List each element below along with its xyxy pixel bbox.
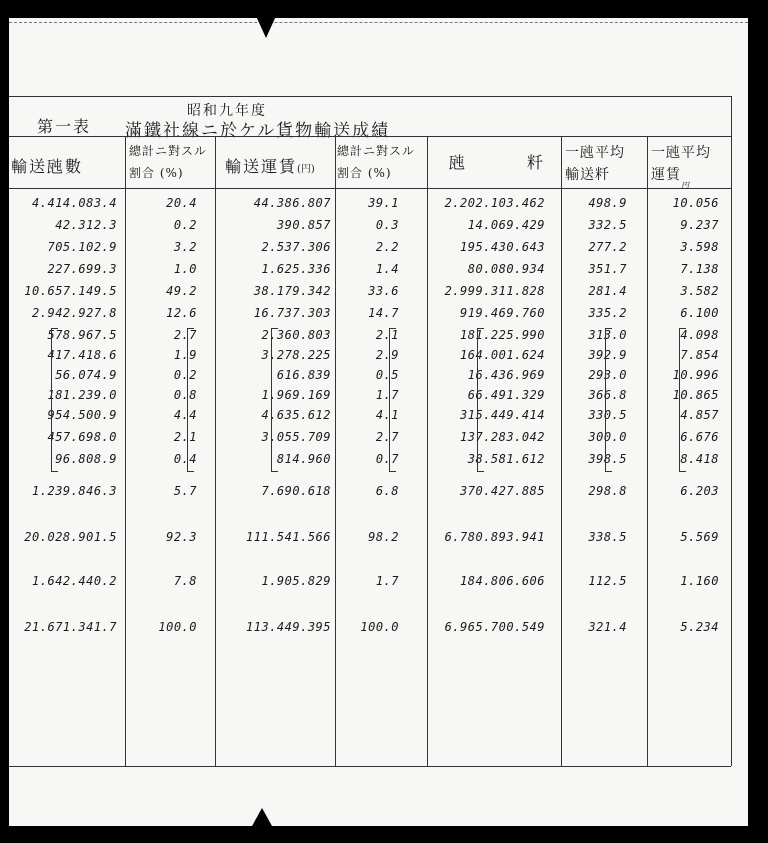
- bracket-tonnage-pct: [187, 328, 194, 472]
- fare-pct-cell: 1.4: [375, 262, 399, 276]
- fare-cell: 7.690.618: [261, 484, 331, 498]
- avg-fare-cell: 3.582: [680, 284, 719, 298]
- fare-cell: 1.905.829: [261, 574, 331, 588]
- tonkm-cell: 184.806.606: [460, 574, 545, 588]
- avg-dist-cell: 313.0: [588, 328, 627, 342]
- tonnage-cell: 56.074.9: [55, 368, 117, 382]
- header-tonnage-pct-line1: 總計ニ對スル: [129, 144, 208, 158]
- avg-dist-cell: 281.4: [588, 284, 627, 298]
- fare-cell: 2.360.803: [261, 328, 331, 342]
- header-tonkm-left: 瓲: [449, 153, 468, 172]
- fare-pct-cell: 2.9: [375, 348, 399, 362]
- tonnage-pct-cell: 0.8: [173, 388, 197, 402]
- tonkm-cell: 6.965.700.549: [444, 620, 545, 634]
- tonkm-cell: 80.080.934: [467, 262, 545, 276]
- tonnage-cell: 181.239.0: [47, 388, 117, 402]
- col-divider-4: [427, 136, 428, 766]
- tonkm-cell: 16.436.969: [467, 368, 545, 382]
- col-divider-6: [647, 136, 648, 766]
- col-divider-5: [561, 136, 562, 766]
- binding-notch-bottom: [252, 808, 272, 826]
- yen-mark: 円: [681, 181, 690, 190]
- avg-fare-cell: 10.865: [672, 388, 719, 402]
- avg-dist-cell: 300.0: [588, 430, 627, 444]
- tonnage-cell: 954.500.9: [47, 408, 117, 422]
- tonnage-cell: 10.657.149.5: [24, 284, 117, 298]
- fare-cell: 111.541.566: [246, 530, 331, 544]
- tonnage-pct-cell: 100.0: [158, 620, 197, 634]
- avg-dist-cell: 332.5: [588, 218, 627, 232]
- avg-fare-cell: 8.418: [680, 452, 719, 466]
- avg-fare-cell: 6.676: [680, 430, 719, 444]
- avg-dist-cell: 293.0: [588, 368, 627, 382]
- table-right-rule: [731, 96, 732, 766]
- avg-fare-cell: 10.056: [672, 196, 719, 210]
- table-top-rule: [9, 96, 731, 97]
- tonkm-cell: 919.469.760: [460, 306, 545, 320]
- tonkm-cell: 195.430.643: [460, 240, 545, 254]
- header-avg-dist-line1: 一瓲平均: [565, 145, 625, 161]
- header-avg-fare-line1: 一瓲平均: [651, 145, 711, 161]
- avg-dist-cell: 298.8: [588, 484, 627, 498]
- tonnage-pct-cell: 0.4: [173, 452, 197, 466]
- tonkm-cell: 137.283.042: [460, 430, 545, 444]
- tonnage-pct-cell: 1.9: [173, 348, 197, 362]
- header-fare-pct-line1: 總計ニ對スル: [337, 144, 416, 158]
- tonkm-cell: 14.069.429: [467, 218, 545, 232]
- top-edge-line: [9, 22, 748, 23]
- tonnage-pct-cell: 0.2: [173, 218, 197, 232]
- tonnage-pct-cell: 49.2: [166, 284, 197, 298]
- tonnage-pct-cell: 3.2: [173, 240, 197, 254]
- fare-cell: 113.449.395: [246, 620, 331, 634]
- binding-notch-top: [256, 16, 276, 38]
- header-bottom-rule: [9, 188, 731, 189]
- main-title: 滿鐵社線ニ於ケル貨物輸送成績: [125, 121, 391, 141]
- avg-fare-cell: 3.598: [680, 240, 719, 254]
- tonnage-pct-cell: 2.1: [173, 430, 197, 444]
- tonnage-cell: 20.028.901.5: [24, 530, 117, 544]
- tonnage-cell: 417.418.6: [47, 348, 117, 362]
- avg-dist-cell: 335.2: [588, 306, 627, 320]
- avg-dist-cell: 277.2: [588, 240, 627, 254]
- bracket-tonkm: [477, 328, 484, 472]
- tonnage-pct-cell: 12.6: [166, 306, 197, 320]
- bracket-fare-pct: [389, 328, 396, 472]
- header-avg-dist-line2: 輸送粁: [565, 167, 610, 183]
- tonnage-cell: 4.414.083.4: [32, 196, 117, 210]
- bracket-avg-dist: [605, 328, 612, 472]
- tonnage-cell: 42.312.3: [55, 218, 117, 232]
- fare-cell: 38.179.342: [253, 284, 331, 298]
- header-fare-pct-line2: 割合 (%): [337, 166, 392, 180]
- fare-cell: 1.625.336: [261, 262, 331, 276]
- tonkm-cell: 2.202.103.462: [444, 196, 545, 210]
- fare-pct-cell: 1.7: [375, 388, 399, 402]
- fare-pct-cell: 98.2: [368, 530, 399, 544]
- avg-dist-cell: 498.9: [588, 196, 627, 210]
- tonnage-cell: 96.808.9: [55, 452, 117, 466]
- fare-cell: 1.969.169: [261, 388, 331, 402]
- fare-pct-cell: 2.1: [375, 328, 399, 342]
- tonkm-cell: 370.427.885: [460, 484, 545, 498]
- fare-cell: 3.278.225: [261, 348, 331, 362]
- tonnage-cell: 21.671.341.7: [24, 620, 117, 634]
- fare-pct-cell: 4.1: [375, 408, 399, 422]
- tonnage-pct-cell: 5.7: [173, 484, 197, 498]
- fare-cell: 2.537.306: [261, 240, 331, 254]
- avg-fare-cell: 5.234: [680, 620, 719, 634]
- fare-pct-cell: 0.3: [375, 218, 399, 232]
- tonnage-pct-cell: 92.3: [166, 530, 197, 544]
- header-top-rule: [9, 136, 731, 137]
- avg-fare-cell: 1.160: [680, 574, 719, 588]
- fare-pct-cell: 33.6: [368, 284, 399, 298]
- table-label: 第一表: [37, 117, 92, 136]
- fare-pct-cell: 6.8: [375, 484, 399, 498]
- tonkm-cell: 181.225.990: [460, 328, 545, 342]
- avg-dist-cell: 392.9: [588, 348, 627, 362]
- avg-dist-cell: 330.5: [588, 408, 627, 422]
- table-bottom-rule: [9, 766, 731, 767]
- tonkm-cell: 6.780.893.941: [444, 530, 545, 544]
- avg-dist-cell: 366.8: [588, 388, 627, 402]
- fare-cell: 616.839: [276, 368, 331, 382]
- avg-fare-cell: 6.100: [680, 306, 719, 320]
- avg-fare-cell: 7.854: [680, 348, 719, 362]
- avg-fare-cell: 10.996: [672, 368, 719, 382]
- col-divider-2: [215, 136, 216, 766]
- fare-pct-cell: 100.0: [360, 620, 399, 634]
- period-title: 昭和九年度: [187, 103, 267, 119]
- fare-cell: 4.635.612: [261, 408, 331, 422]
- tonnage-cell: 578.967.5: [47, 328, 117, 342]
- avg-dist-cell: 398.5: [588, 452, 627, 466]
- avg-fare-cell: 4.098: [680, 328, 719, 342]
- avg-dist-cell: 112.5: [588, 574, 627, 588]
- tonnage-cell: 457.698.0: [47, 430, 117, 444]
- col-divider-3: [335, 136, 336, 766]
- tonkm-cell: 38.581.612: [467, 452, 545, 466]
- avg-fare-cell: 6.203: [680, 484, 719, 498]
- tonkm-cell: 315.449.414: [460, 408, 545, 422]
- fare-pct-cell: 2.7: [375, 430, 399, 444]
- header-tonnage-pct-line2: 割合 (%): [129, 166, 184, 180]
- tonnage-pct-cell: 2.7: [173, 328, 197, 342]
- tonnage-pct-cell: 7.8: [173, 574, 197, 588]
- bracket-avg-fare: [679, 328, 686, 472]
- avg-dist-cell: 351.7: [588, 262, 627, 276]
- avg-fare-cell: 9.237: [680, 218, 719, 232]
- fare-pct-cell: 0.7: [375, 452, 399, 466]
- tonkm-cell: 2.999.311.828: [444, 284, 545, 298]
- fare-pct-cell: 0.5: [375, 368, 399, 382]
- header-avg-fare-line2: 運賃: [651, 167, 681, 183]
- avg-fare-cell: 7.138: [680, 262, 719, 276]
- avg-dist-cell: 321.4: [588, 620, 627, 634]
- tonnage-cell: 2.942.927.8: [32, 306, 117, 320]
- avg-fare-cell: 4.857: [680, 408, 719, 422]
- fare-pct-cell: 39.1: [368, 196, 399, 210]
- fare-cell: 814.960: [276, 452, 331, 466]
- tonnage-cell: 227.699.3: [47, 262, 117, 276]
- fare-cell: 16.737.303: [253, 306, 331, 320]
- fare-pct-cell: 2.2: [375, 240, 399, 254]
- header-tonkm-right: 粁: [527, 153, 546, 172]
- bracket-fare: [271, 328, 278, 472]
- fare-cell: 44.386.807: [253, 196, 331, 210]
- document-sheet: [9, 18, 748, 826]
- tonnage-pct-cell: 1.0: [173, 262, 197, 276]
- avg-dist-cell: 338.5: [588, 530, 627, 544]
- fare-cell: 390.857: [276, 218, 331, 232]
- avg-fare-cell: 5.569: [680, 530, 719, 544]
- tonkm-cell: 164.001.624: [460, 348, 545, 362]
- col-divider-1: [125, 136, 126, 766]
- tonnage-cell: 705.102.9: [47, 240, 117, 254]
- tonnage-cell: 1.239.846.3: [32, 484, 117, 498]
- tonkm-cell: 66.491.329: [467, 388, 545, 402]
- tonnage-cell: 1.642.440.2: [32, 574, 117, 588]
- fare-pct-cell: 14.7: [368, 306, 399, 320]
- tonnage-pct-cell: 20.4: [166, 196, 197, 210]
- fare-cell: 3.055.709: [261, 430, 331, 444]
- header-tonnage: 輸送瓲數: [11, 157, 84, 176]
- header-fare: 輸送運賃(円): [225, 157, 315, 176]
- tonnage-pct-cell: 0.2: [173, 368, 197, 382]
- tonnage-pct-cell: 4.4: [173, 408, 197, 422]
- fare-pct-cell: 1.7: [375, 574, 399, 588]
- bracket-tonnage: [51, 328, 58, 472]
